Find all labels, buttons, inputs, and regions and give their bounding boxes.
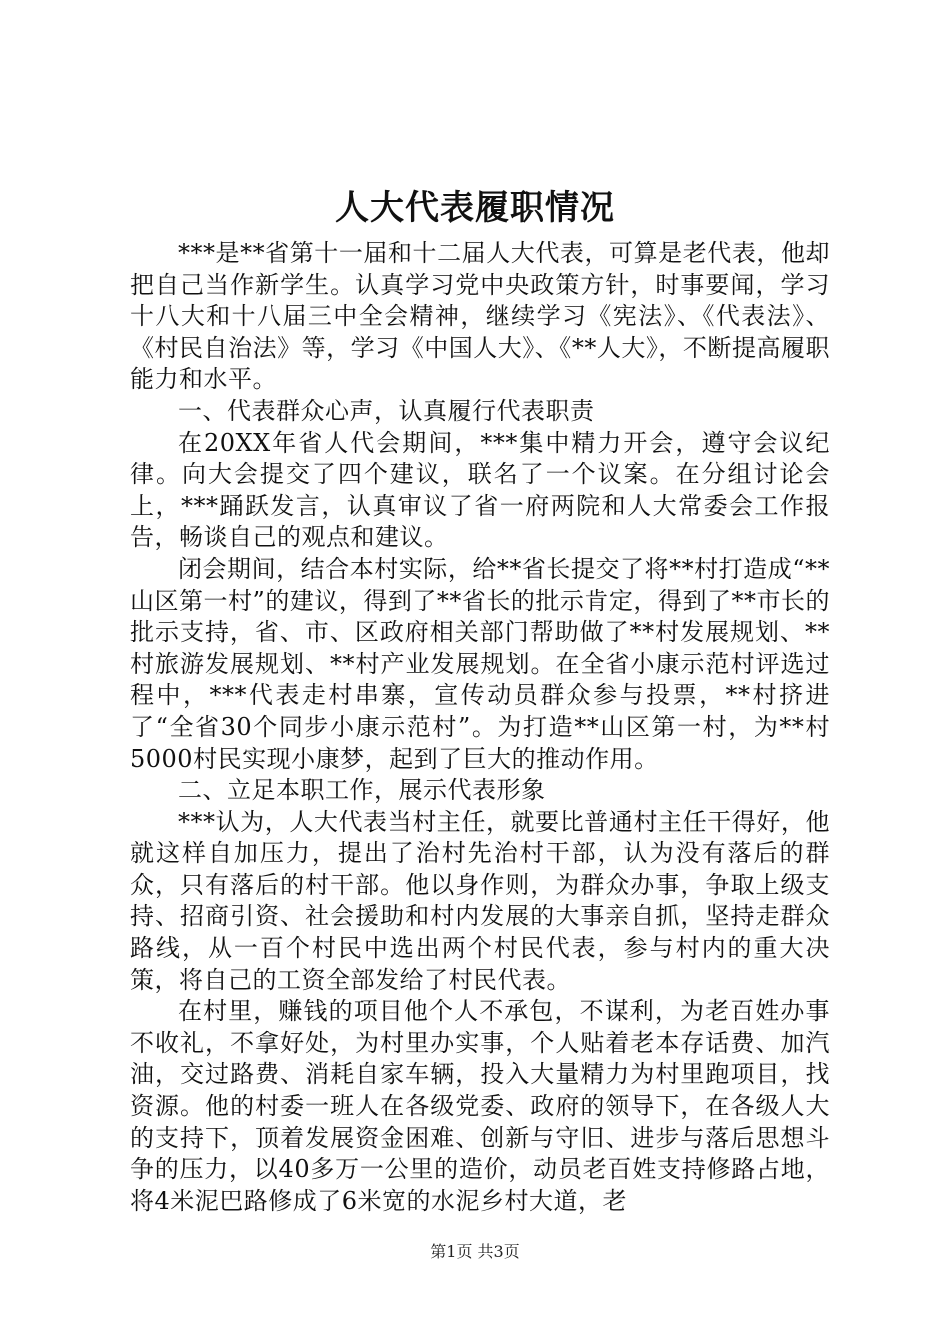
page-number-footer: 第1页 共3页 (430, 1242, 520, 1261)
paragraph-recess: 闭会期间，结合本村实际，给**省长提交了将**村打造成“**山区第一村”的建议，得到了**省长的批示肯定，得到了**市长的批示支持，省、市、区政府相关部门帮助做了**村发展规划、**村旅游发展规划、**村产业发展规划。在全省小康示范村评选过程中，***代表走村串寨，宣传动员群众参与投票，**村挤进了“全省30个同步小康示范村”。为打造**山区第一村，为**村5000村民实现小康梦，起到了巨大的推动作用。 (130, 554, 830, 773)
section-heading-1: 一、代表群众心声，认真履行代表职责 (178, 396, 595, 425)
document-title: 人大代表履职情况 (335, 188, 615, 228)
paragraph-session: 在20XX年省人代会期间，***集中精力开会，遵守会议纪律。向大会提交了四个建议，联名了一个议案。在分组讨论会上，***踊跃发言，认真审议了省一府两院和人大常委会工作报告，畅谈自己的观点和建议。 (130, 428, 830, 552)
paragraph-village-head: ***认为，人大代表当村主任，就要比普通村主任干得好，他就这样自加压力，提出了治村先治村干部，认为没有落后的群众，只有落后的村干部。他以身作则，为群众办事，争取上级支持、招商引资、社会援助和村内发展的大事亲自抓，坚持走群众路线，从一百个村民中选出两个村民代表，参与村内的重大决策，将自己的工资全部发给了村民代表。 (130, 807, 830, 994)
paragraph-intro: ***是**省第十一届和十二届人大代表，可算是老代表，他却把自己当作新学生。认真学习党中央政策方针，时事要闻，学习十八大和十八届三中全会精神，继续学习《宪法》、《代表法》、《村民自治法》等，学习《中国人大》、《**人大》，不断提高履职能力和水平。 (130, 239, 830, 394)
paragraph-village-work: 在村里，赚钱的项目他个人不承包，不谋利，为老百姓办事不收礼，不拿好处，为村里办实事，个人贴着老本存话费、加汽油，交过路费、消耗自家车辆，投入大量精力为村里跑项目，找资源。他的村委一班人在各级党委、政府的领导下，在各级人大的支持下，顶着发展资金困难、创新与守旧、进步与落后思想斗争的压力，以40多万一公里的造价，动员老百姓支持修路占地，将4米泥巴路修成了6米宽的水泥乡村大道，老 (130, 997, 830, 1215)
document-body (130, 238, 830, 1217)
section-heading-2: 二、立足本职工作，展示代表形象 (178, 776, 546, 805)
